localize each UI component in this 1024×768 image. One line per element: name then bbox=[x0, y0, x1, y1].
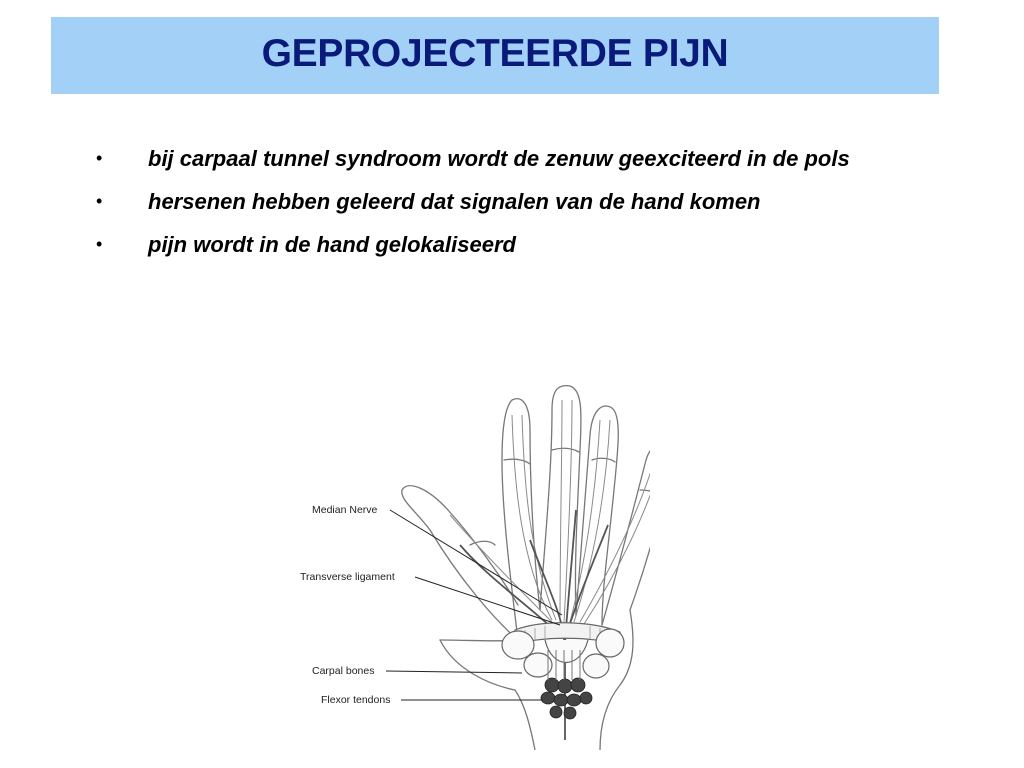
carpal-bones-leader bbox=[386, 671, 522, 673]
bullet-text: hersenen hebben geleerd dat signalen van de hand komen bbox=[148, 189, 761, 214]
hand-outline bbox=[402, 386, 650, 750]
bullet-list bbox=[96, 144, 926, 273]
bullet-text: pijn wordt in de hand gelokaliseerd bbox=[148, 232, 516, 257]
median-nerve-leader bbox=[390, 510, 562, 615]
bullet-marker: • bbox=[96, 148, 103, 168]
label-carpal-bones: Carpal bones bbox=[312, 665, 375, 677]
bullet-item bbox=[96, 144, 926, 173]
bullet-marker: • bbox=[96, 191, 103, 211]
label-flexor-tendons: Flexor tendons bbox=[321, 694, 391, 706]
hand-drawing bbox=[290, 340, 650, 750]
flexor-tendons bbox=[541, 678, 592, 719]
slide-title: GEPROJECTEERDE PIJN bbox=[261, 32, 729, 75]
label-transverse-ligament: Transverse ligament bbox=[300, 571, 395, 583]
title-bar bbox=[51, 17, 939, 94]
bullet-marker: • bbox=[96, 234, 103, 254]
bullet-text: bij carpaal tunnel syndroom wordt de zenuw geexciteerd in de pols bbox=[148, 146, 850, 171]
bullet-item bbox=[96, 187, 926, 216]
bullet-item bbox=[96, 230, 926, 259]
hand-anatomy-illustration bbox=[290, 340, 650, 750]
label-median-nerve: Median Nerve bbox=[312, 504, 378, 516]
